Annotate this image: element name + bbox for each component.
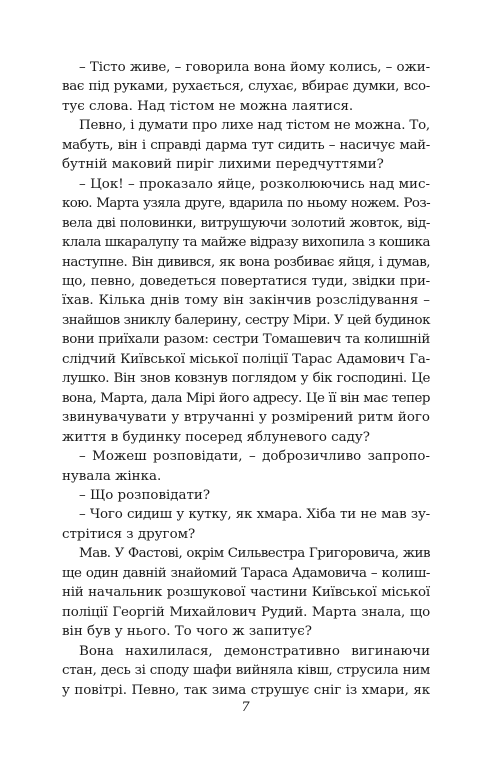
text-line: він був у нього. То чого ж запитує? xyxy=(62,624,312,640)
text-line: ває під руками, рухається, слухає, вбирає думки, всо- xyxy=(62,79,430,95)
text-line: мабуть, він і справді дарма тут сидить – насичує май- xyxy=(62,137,430,153)
text-line: – Цок! – проказало яйце, розколюючись над мис- xyxy=(79,176,430,192)
text-line: – Можеш розповідати, – доброзичливо запропо- xyxy=(79,449,430,465)
text-line: стрітися з другом? xyxy=(62,526,196,542)
paragraph xyxy=(62,447,430,486)
text-line: бутній маковий пиріг лихими передчуттями? xyxy=(62,157,384,173)
text-line: наступне. Він дивився, як вона розбиває яйця, і думав, xyxy=(62,254,430,270)
body-text xyxy=(62,58,430,700)
text-line: Певно, і думати про лихе над тістом не можна. То, xyxy=(79,118,430,134)
paragraph xyxy=(62,642,430,700)
text-line: вони приїхали разом: сестри Томашевич та колишній xyxy=(62,332,430,348)
paragraph xyxy=(62,175,430,447)
text-line: тує слова. Над тістом не можна лаятися. xyxy=(62,98,354,114)
text-line: – Чого сидиш у кутку, як хмара. Хіба ти не мав зу- xyxy=(79,507,430,523)
paragraph xyxy=(62,58,430,116)
paragraph xyxy=(62,544,430,641)
text-line: вона, Марта, дала Мірі його адресу. Це її він має тепер xyxy=(62,390,430,406)
text-line: слідчий Київської міської поліції Тарас Адамович Га- xyxy=(62,351,430,367)
text-line: звинувачувати у втручанні у розмірений ритм його xyxy=(62,410,430,426)
page-number: 7 xyxy=(241,700,250,715)
text-line: – Тісто живе, – говорила вона йому колись, – ожи- xyxy=(79,60,430,75)
text-line: Вона нахилилася, демонстративно вигинаючи xyxy=(79,643,430,659)
paragraph xyxy=(62,486,430,505)
text-line: клала шкаралупу та майже відразу вихопила з кошика xyxy=(62,235,430,251)
text-line: – Що розповідати? xyxy=(79,487,211,503)
text-line: ній начальник розшукової частини Київської міської xyxy=(62,585,430,601)
text-line: вела дві половинки, витрушуючи золотий жовток, від- xyxy=(62,215,430,231)
text-line: нувала жінка. xyxy=(62,468,162,484)
text-line: життя в будинку посеред яблуневого саду? xyxy=(62,429,370,445)
text-line: знайшов зниклу балерину, сестру Міри. У цей будинок xyxy=(62,312,430,328)
text-line: кою. Марта узяла друге, вдарила по ньому ножем. Роз- xyxy=(62,196,430,212)
text-line: стан, десь зі споду шафи вийняла ківш, струсила ним xyxy=(62,663,430,679)
text-line: що, певно, доведеться повертатися туди, звідки при- xyxy=(62,273,430,289)
text-line: ще один давній знайомий Тараса Адамовича – колиш- xyxy=(62,565,430,581)
paragraph xyxy=(62,505,430,544)
text-line: лушко. Він знов ковзнув поглядом у бік господині. Це xyxy=(62,371,430,387)
text-line: поліції Георгій Михайлович Рудий. Марта знала, що xyxy=(62,604,430,620)
text-line: у повітрі. Певно, так зима струшує сніг із хмари, як xyxy=(62,682,430,698)
paragraph xyxy=(62,116,430,174)
text-line: Мав. У Фастові, окрім Сильвестра Григоровича, жив xyxy=(79,546,430,562)
text-line: їхав. Кілька днів тому він закінчив розслідування – xyxy=(62,293,430,309)
